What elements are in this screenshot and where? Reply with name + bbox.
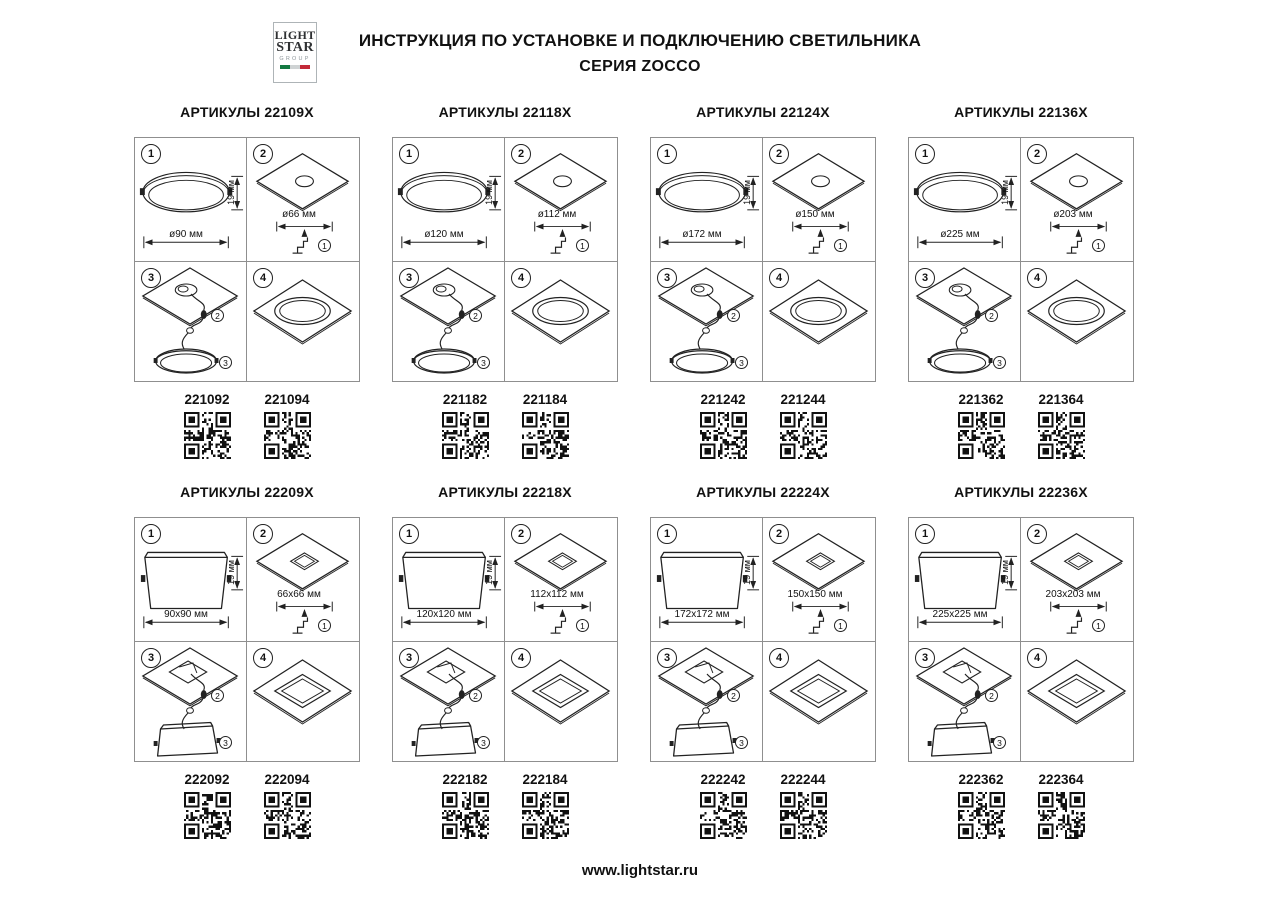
- article-list: [908, 392, 1134, 464]
- instruction-grid: [392, 517, 618, 762]
- panel-22218x: [392, 484, 618, 844]
- ref-3-marker: 3: [477, 356, 490, 369]
- step-4-cell: [763, 642, 875, 761]
- article-list: [908, 772, 1134, 844]
- step-4-badge: 4: [1027, 648, 1047, 668]
- ref-2-marker: 2: [211, 309, 224, 322]
- step-4-badge: 4: [253, 648, 273, 668]
- article-list: [650, 392, 876, 464]
- qr-code: [264, 792, 311, 839]
- qr-code: [958, 412, 1005, 459]
- article-number: 222364: [1038, 772, 1084, 787]
- height-label: 19 мм: [742, 560, 752, 585]
- article-list: [134, 772, 360, 844]
- article-block: [948, 772, 1014, 844]
- diameter-label: ø172 мм: [682, 229, 722, 240]
- step-1-badge: 1: [657, 524, 677, 544]
- article-number: 221092: [184, 392, 230, 407]
- ref-1-marker: 1: [1092, 619, 1105, 632]
- step-1-badge: 1: [399, 144, 419, 164]
- ref-1-marker: 1: [318, 619, 331, 632]
- step-2-cell: [505, 518, 617, 642]
- article-block: [254, 772, 320, 844]
- step-3-badge: 3: [141, 268, 161, 288]
- step-2-cell: [505, 138, 617, 262]
- qr-code: [700, 412, 747, 459]
- ref-1-marker: 1: [318, 239, 331, 252]
- article-block: [254, 392, 320, 464]
- step-1-badge: 1: [657, 144, 677, 164]
- ref-1-marker: 1: [834, 239, 847, 252]
- article-block: [512, 772, 578, 844]
- hole-size-label: 150x150 мм: [787, 589, 843, 600]
- diameter-label: ø225 мм: [940, 229, 980, 240]
- ref-2-marker: 2: [727, 309, 740, 322]
- ref-2-marker: 2: [211, 689, 224, 702]
- step-4-cell: [1021, 642, 1133, 761]
- ref-1-marker: 1: [576, 239, 589, 252]
- qr-code: [442, 792, 489, 839]
- step-3-cell: [651, 262, 763, 381]
- instruction-grid: [134, 517, 360, 762]
- step-1-cell: [135, 138, 247, 262]
- qr-code: [264, 412, 311, 459]
- step-3-cell: [393, 262, 505, 381]
- step-3-cell: [909, 642, 1021, 761]
- step-1-badge: 1: [399, 524, 419, 544]
- step-3-cell: [651, 642, 763, 761]
- ref-2-marker: 2: [985, 309, 998, 322]
- article-list: [392, 392, 618, 464]
- panel-title: АРТИКУЛЫ 22118X: [438, 104, 572, 120]
- step-2-cell: [763, 518, 875, 642]
- ref-2-marker: 2: [727, 689, 740, 702]
- article-number: 222362: [958, 772, 1004, 787]
- step-4-cell: [505, 642, 617, 761]
- height-label: 19 мм: [226, 560, 236, 585]
- article-number: 221242: [700, 392, 746, 407]
- step-4-cell: [247, 262, 359, 381]
- ref-2-marker: 2: [469, 689, 482, 702]
- qr-code: [700, 792, 747, 839]
- step-2-badge: 2: [253, 144, 273, 164]
- step-1-badge: 1: [141, 144, 161, 164]
- step-1-cell: [393, 518, 505, 642]
- logo-text-star: STAR: [276, 40, 314, 55]
- step-3-cell: [135, 262, 247, 381]
- step-1-cell: [135, 518, 247, 642]
- step-3-badge: 3: [915, 268, 935, 288]
- step-2-badge: 2: [769, 144, 789, 164]
- step-1-cell: [909, 518, 1021, 642]
- step-1-cell: [393, 138, 505, 262]
- qr-code: [958, 792, 1005, 839]
- step-2-cell: [763, 138, 875, 262]
- step-4-cell: [505, 262, 617, 381]
- step-2-badge: 2: [253, 524, 273, 544]
- qr-code: [442, 412, 489, 459]
- article-block: [690, 392, 756, 464]
- ref-1-marker: 1: [1092, 239, 1105, 252]
- article-number: 222244: [780, 772, 826, 787]
- panel-title: АРТИКУЛЫ 22109X: [180, 104, 314, 120]
- article-list: [134, 392, 360, 464]
- hole-size-label: 112x112 мм: [530, 589, 584, 600]
- article-block: [432, 772, 498, 844]
- panel-title: АРТИКУЛЫ 22224X: [696, 484, 830, 500]
- step-1-badge: 1: [141, 524, 161, 544]
- panel-22118x: [392, 104, 618, 464]
- article-number: 221094: [264, 392, 310, 407]
- ref-3-marker: 3: [735, 356, 748, 369]
- article-block: [770, 392, 836, 464]
- height-label: 19 мм: [484, 180, 494, 205]
- ref-3-marker: 3: [219, 736, 232, 749]
- article-number: 221364: [1038, 392, 1084, 407]
- diameter-label: ø120 мм: [424, 229, 464, 240]
- article-block: [690, 772, 756, 844]
- hole-diameter-label: ø112 мм: [537, 209, 577, 220]
- article-number: 222182: [442, 772, 488, 787]
- panel-22124x: [650, 104, 876, 464]
- step-3-badge: 3: [399, 268, 419, 288]
- diameter-label: ø90 мм: [169, 229, 203, 240]
- logo-text-light: LIGHT: [274, 28, 316, 42]
- height-label: 19 мм: [1000, 560, 1010, 585]
- panel-title: АРТИКУЛЫ 22209X: [180, 484, 314, 500]
- size-label: 90x90 мм: [164, 609, 208, 620]
- instruction-grid: [908, 517, 1134, 762]
- instruction-grid: [650, 517, 876, 762]
- panel-22109x: [134, 104, 360, 464]
- ref-2-marker: 2: [985, 689, 998, 702]
- step-3-cell: [909, 262, 1021, 381]
- qr-code: [1038, 412, 1085, 459]
- step-4-badge: 4: [511, 268, 531, 288]
- article-block: [432, 392, 498, 464]
- article-number: 222094: [264, 772, 310, 787]
- page-subtitle: СЕРИЯ ZOCCO: [579, 58, 701, 75]
- step-3-badge: 3: [399, 648, 419, 668]
- panel-22209x: [134, 484, 360, 844]
- step-4-cell: [763, 262, 875, 381]
- article-number: 221362: [958, 392, 1004, 407]
- panel-title: АРТИКУЛЫ 22236X: [954, 484, 1088, 500]
- step-4-cell: [247, 642, 359, 761]
- step-3-badge: 3: [657, 648, 677, 668]
- step-2-badge: 2: [1027, 524, 1047, 544]
- article-block: [948, 392, 1014, 464]
- article-number: 222242: [700, 772, 746, 787]
- step-2-badge: 2: [511, 144, 531, 164]
- panel-22236x: [908, 484, 1134, 844]
- step-4-cell: [1021, 262, 1133, 381]
- step-3-badge: 3: [915, 648, 935, 668]
- step-2-badge: 2: [511, 524, 531, 544]
- height-label: 19 мм: [1000, 180, 1010, 205]
- qr-code: [184, 412, 231, 459]
- step-1-cell: [909, 138, 1021, 262]
- step-4-badge: 4: [769, 268, 789, 288]
- panel-title: АРТИКУЛЫ 22124X: [696, 104, 830, 120]
- qr-code: [184, 792, 231, 839]
- instruction-grid: [392, 137, 618, 382]
- ref-1-marker: 1: [576, 619, 589, 632]
- ref-3-marker: 3: [219, 356, 232, 369]
- hole-diameter-label: ø203 мм: [1053, 209, 1093, 220]
- step-4-badge: 4: [253, 268, 273, 288]
- qr-code: [780, 792, 827, 839]
- footer-url: www.lightstar.ru: [581, 862, 699, 879]
- panel-title: АРТИКУЛЫ 22218X: [438, 484, 572, 500]
- article-number: 221244: [780, 392, 826, 407]
- step-1-badge: 1: [915, 144, 935, 164]
- step-3-cell: [393, 642, 505, 761]
- ref-3-marker: 3: [477, 736, 490, 749]
- hole-size-label: 66x66 мм: [277, 589, 321, 600]
- hole-size-label: 203x203 мм: [1045, 589, 1101, 600]
- article-block: [512, 392, 578, 464]
- article-number: 221184: [522, 392, 568, 407]
- size-label: 225x225 мм: [932, 609, 988, 620]
- size-label: 120x120 мм: [416, 609, 472, 620]
- step-1-cell: [651, 518, 763, 642]
- panel-22136x: [908, 104, 1134, 464]
- height-label: 19 мм: [226, 180, 236, 205]
- instruction-grid: [908, 137, 1134, 382]
- article-list: [650, 772, 876, 844]
- step-2-cell: [247, 518, 359, 642]
- instruction-grid: [650, 137, 876, 382]
- article-block: [174, 392, 240, 464]
- article-block: [174, 772, 240, 844]
- page-title: ИНСТРУКЦИЯ ПО УСТАНОВКЕ И ПОДКЛЮЧЕНИЮ СВЕТИЛЬНИКА: [358, 31, 922, 50]
- ref-2-marker: 2: [469, 309, 482, 322]
- step-4-badge: 4: [769, 648, 789, 668]
- ref-3-marker: 3: [993, 356, 1006, 369]
- step-2-badge: 2: [1027, 144, 1047, 164]
- article-list: [392, 772, 618, 844]
- panel-22224x: [650, 484, 876, 844]
- ref-3-marker: 3: [993, 736, 1006, 749]
- ref-3-marker: 3: [735, 736, 748, 749]
- step-3-cell: [135, 642, 247, 761]
- qr-code: [522, 792, 569, 839]
- logo-text-group: GROUP: [279, 56, 311, 62]
- article-block: [1028, 392, 1094, 464]
- step-2-badge: 2: [769, 524, 789, 544]
- height-label: 19 мм: [742, 180, 752, 205]
- panel-title: АРТИКУЛЫ 22136X: [954, 104, 1088, 120]
- article-number: 221182: [442, 392, 488, 407]
- article-number: 222184: [522, 772, 568, 787]
- qr-code: [522, 412, 569, 459]
- hole-diameter-label: ø150 мм: [795, 209, 835, 220]
- ref-1-marker: 1: [834, 619, 847, 632]
- step-2-cell: [247, 138, 359, 262]
- hole-diameter-label: ø66 мм: [282, 209, 316, 220]
- article-block: [1028, 772, 1094, 844]
- step-4-badge: 4: [1027, 268, 1047, 288]
- step-2-cell: [1021, 138, 1133, 262]
- qr-code: [780, 412, 827, 459]
- step-4-badge: 4: [511, 648, 531, 668]
- step-3-badge: 3: [657, 268, 677, 288]
- step-1-cell: [651, 138, 763, 262]
- instruction-grid: [134, 137, 360, 382]
- qr-code: [1038, 792, 1085, 839]
- step-1-badge: 1: [915, 524, 935, 544]
- article-block: [770, 772, 836, 844]
- article-number: 222092: [184, 772, 230, 787]
- size-label: 172x172 мм: [674, 609, 730, 620]
- step-2-cell: [1021, 518, 1133, 642]
- step-3-badge: 3: [141, 648, 161, 668]
- height-label: 19 мм: [484, 560, 494, 585]
